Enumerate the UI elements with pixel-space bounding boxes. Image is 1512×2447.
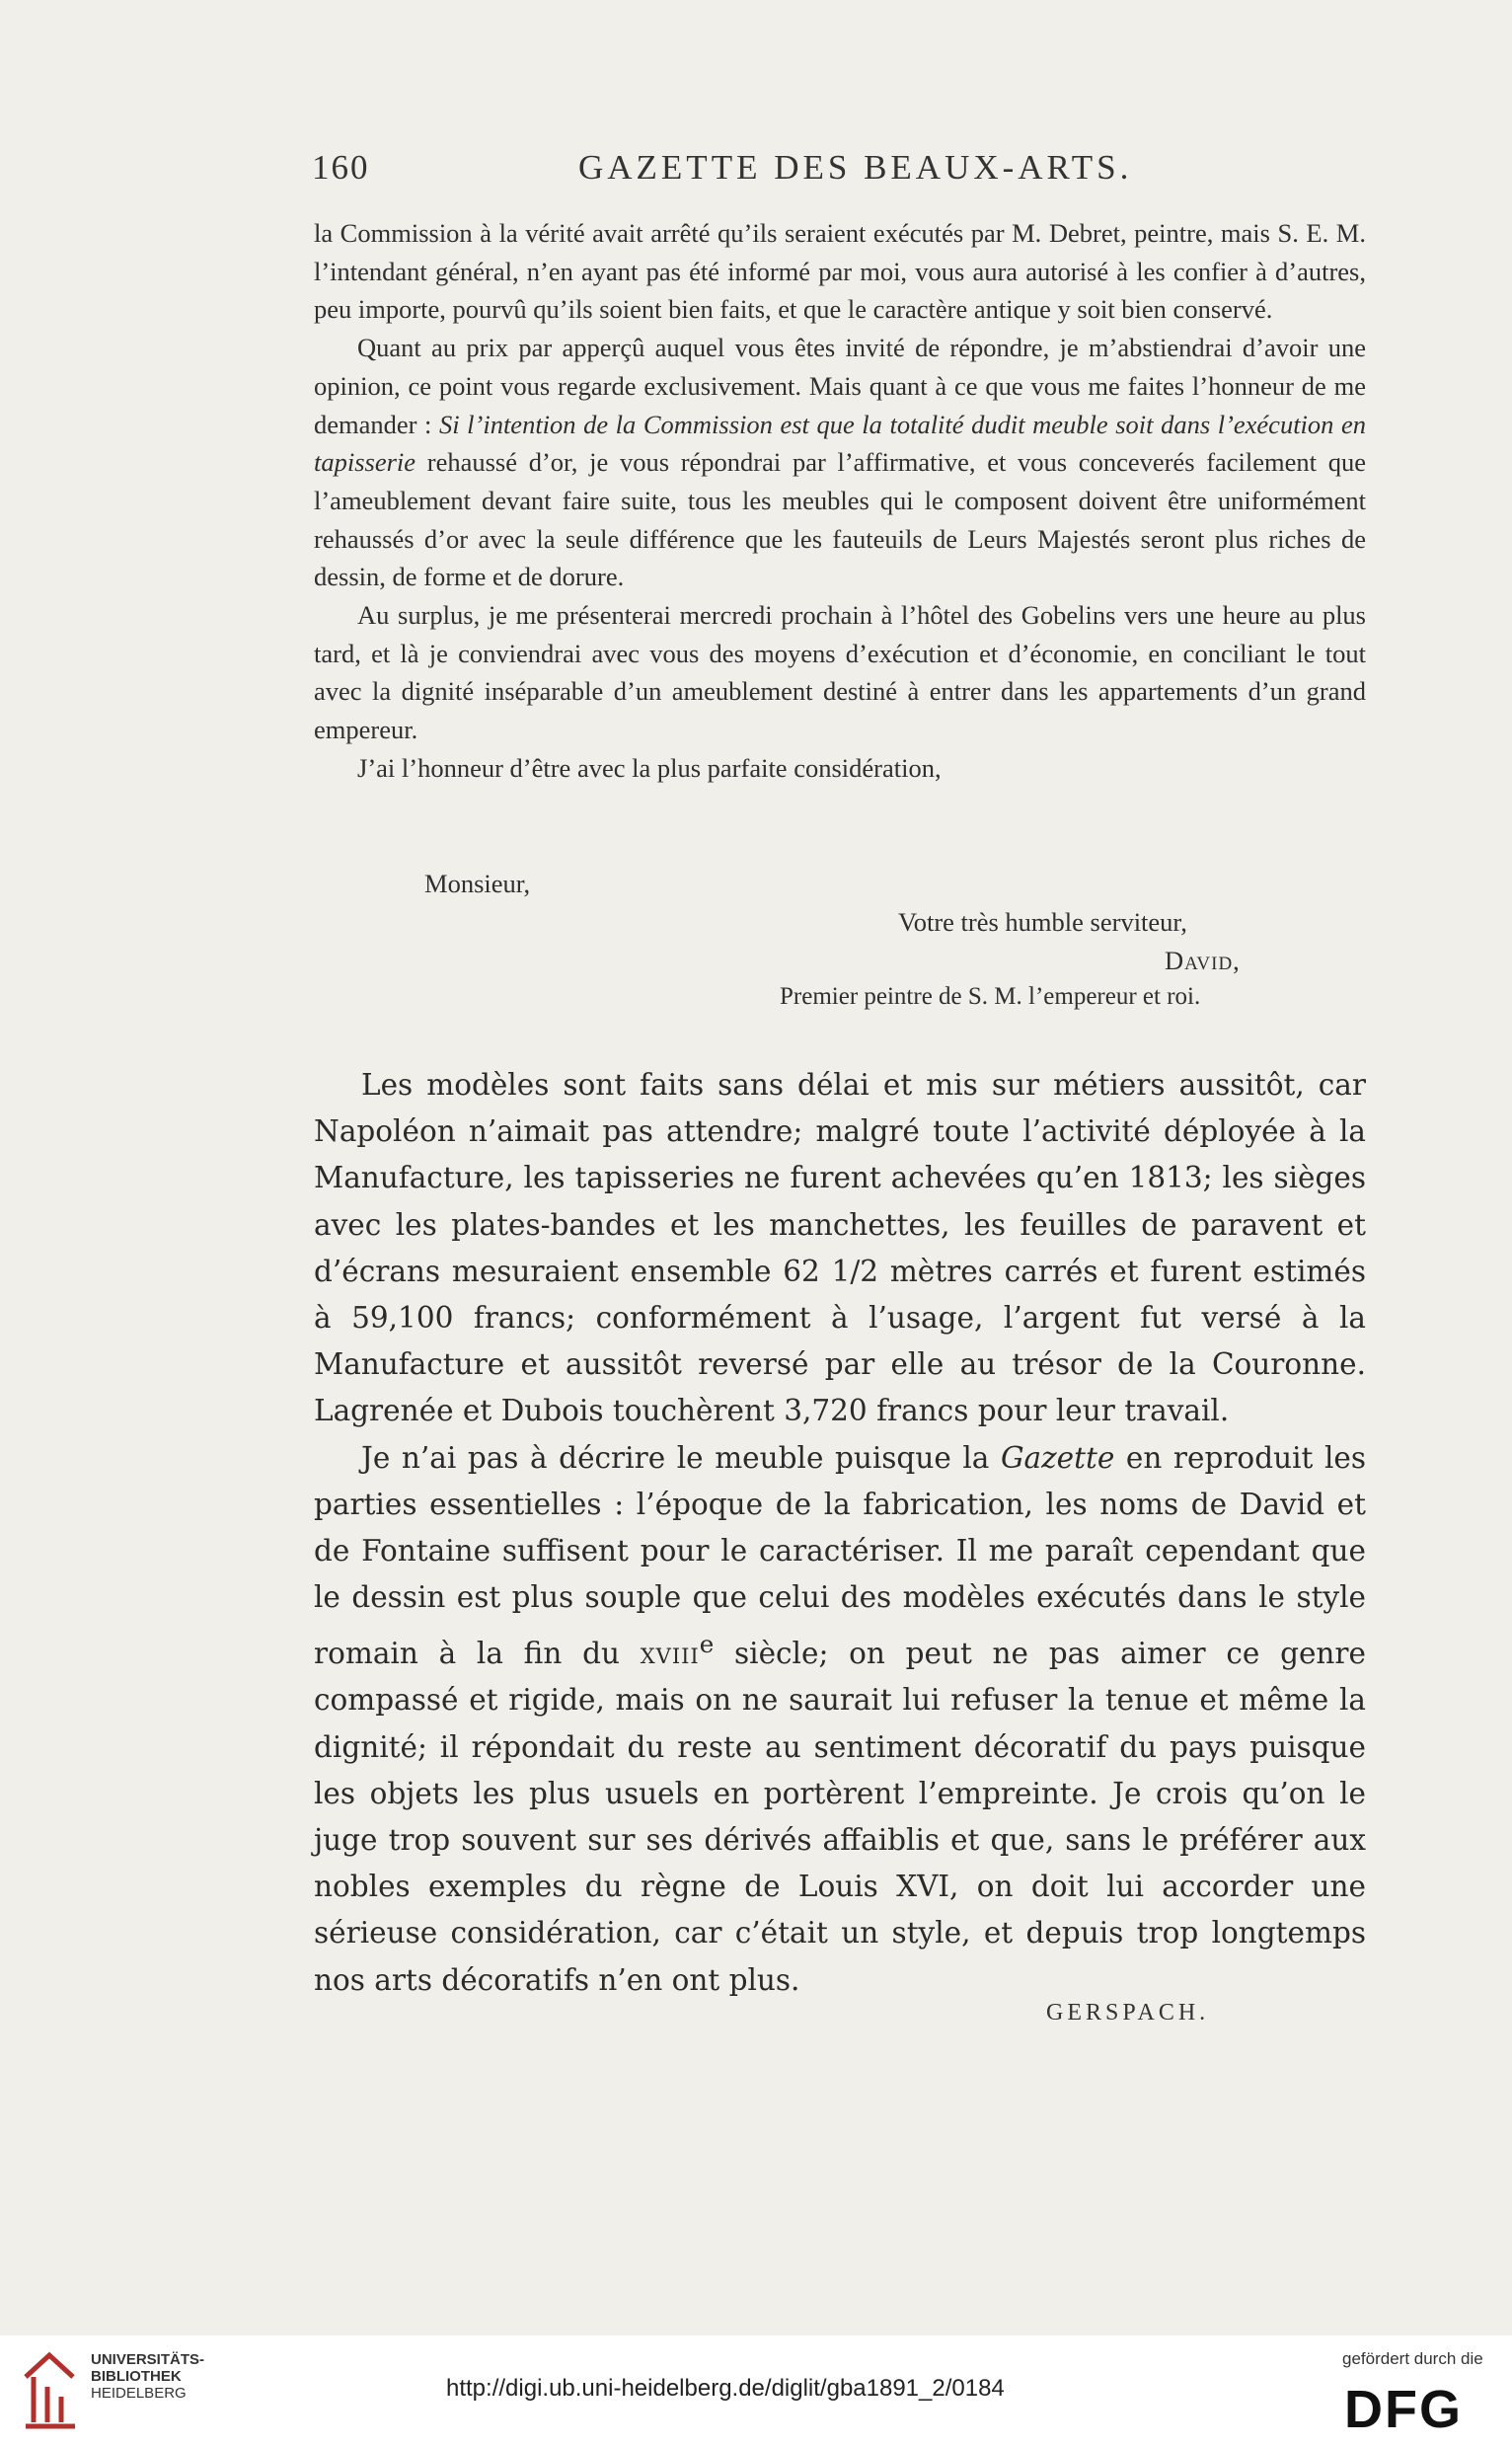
journal-title: GAZETTE DES BEAUX-ARTS. bbox=[578, 148, 1133, 187]
article-paragraph: Les modèles sont faits sans délai et mis sur métiers aussitôt, car Napoléon n’aimait pas attendre; malgré toute l’activité déployée à la Manufacture, les tapisseries ne furent achevées qu’en 1813; les sièges avec les plates-bandes et les manchettes, les feuilles de paravent et d’écrans mesuraient ensemble 62 1/2 mètres carrés et furent estimés à 59,100 francs; conformément à l’usage, l’argent fut versé à la Manufacture et aussitôt reversé par elle au trésor de la Couronne. Lagrenée et Dubois touchèrent 3,720 francs pour leur travail. bbox=[314, 1068, 1366, 1428]
closing-line: Votre très humble serviteur, bbox=[898, 907, 1187, 937]
italic-title: Gazette bbox=[1000, 1440, 1115, 1475]
signer-title: Premier peintre de S. M. l’empereur et roi. bbox=[780, 983, 1201, 1010]
permalink[interactable]: http://digi.ub.uni-heidelberg.de/diglit/gba1891_2/0184 bbox=[446, 2375, 1005, 2402]
page-number: 160 bbox=[312, 148, 370, 187]
italic-quote: Si l’intention de la Commission est que la totalité dudit meuble soit dans l’exécution en tapisserie bbox=[314, 409, 1366, 478]
letter-paragraph: J’ai l’honneur d’être avec la plus parfaite considération, bbox=[357, 752, 942, 783]
author-signature: GERSPACH. bbox=[1046, 2000, 1210, 2026]
letter-paragraph: Quant au prix par apperçû auquel vous êtes invité de répondre, je m’abstiendrai d’avoir une opinion, ce point vous regarde exclusivement. Mais quant à ce que vous me faites l’honneur de me demander : Si l’intention de la Commission est que la totalité dudit meuble soit dans l’exécution en tapisserie rehaussé d’or, je vous répondrai par l’affirmative, et vous conceverés facilement que l’ameublement devant faire suite, tous les meubles qui le composent doivent être uniformément rehaussés d’or avec la seule différence que les fauteuils de Leurs Majestés seront plus riches de dessin, de forme et de dorure. bbox=[314, 333, 1366, 592]
article-paragraph: Je n’ai pas à décrire le meuble puisque la Gazette en reproduit les parties essentielles : l’époque de la fabrication, les noms de David et de Fontaine suffisent pour le caractériser. Il me paraît cependant que le dessin est plus souple que celui des modèles exécutés dans le style romain à la fin du xviii$^e$ siècle; on peut ne pas aimer ce genre compassé et rigide, mais on ne saurait lui refuser la tenue et même la dignité; il répondait du reste au sentiment décoratif du pays puisque les objets les plus usuels en portèrent l’empreinte. Je crois qu’on le juge trop souvent sur ses dérivés affaiblis et que, sans le préférer aux nobles exemples du règne de Louis XVI, on doit lui accorder une sérieuse considération, car c’était un style, et depuis trop longtemps nos arts décoratifs n’en ont plus. bbox=[314, 1440, 1366, 1997]
dfg-logo: DFG bbox=[1344, 2380, 1463, 2439]
article-body bbox=[314, 1062, 1366, 2004]
library-name: UNIVERSITÄTS- BIBLIOTHEK HEIDELBERG bbox=[91, 2351, 205, 2402]
running-header bbox=[312, 148, 1366, 197]
signer-name: David, bbox=[1165, 946, 1241, 975]
letter-paragraph: la Commission à la vérité avait arrêté qu’ils seraient exécutés par M. Debret, peintre, mais S. E. M. l’intendant général, n’en ayant pas été informé par moi, vous aura autorisé à les confier à d’autres, peu importe, pourvû qu’ils soient bien faits, et que le caractère antique y soit bien conservé. bbox=[314, 218, 1366, 325]
century-numeral: xviii bbox=[640, 1637, 700, 1671]
funding-caption: gefördert durch die bbox=[1342, 2349, 1483, 2368]
letter-paragraph: Au surplus, je me présenterai mercredi prochain à l’hôtel des Gobelins vers une heure au plus tard, et là je conviendrai avec vous des moyens d’exécution et d’économie, en conciliant le tout avec la dignité inséparable d’un ameublement destiné à entrer dans les appartements d’un grand empereur. bbox=[314, 600, 1366, 745]
library-logo-icon bbox=[20, 2347, 81, 2430]
letter-body bbox=[314, 214, 1366, 788]
salutation: Monsieur, bbox=[424, 869, 531, 898]
